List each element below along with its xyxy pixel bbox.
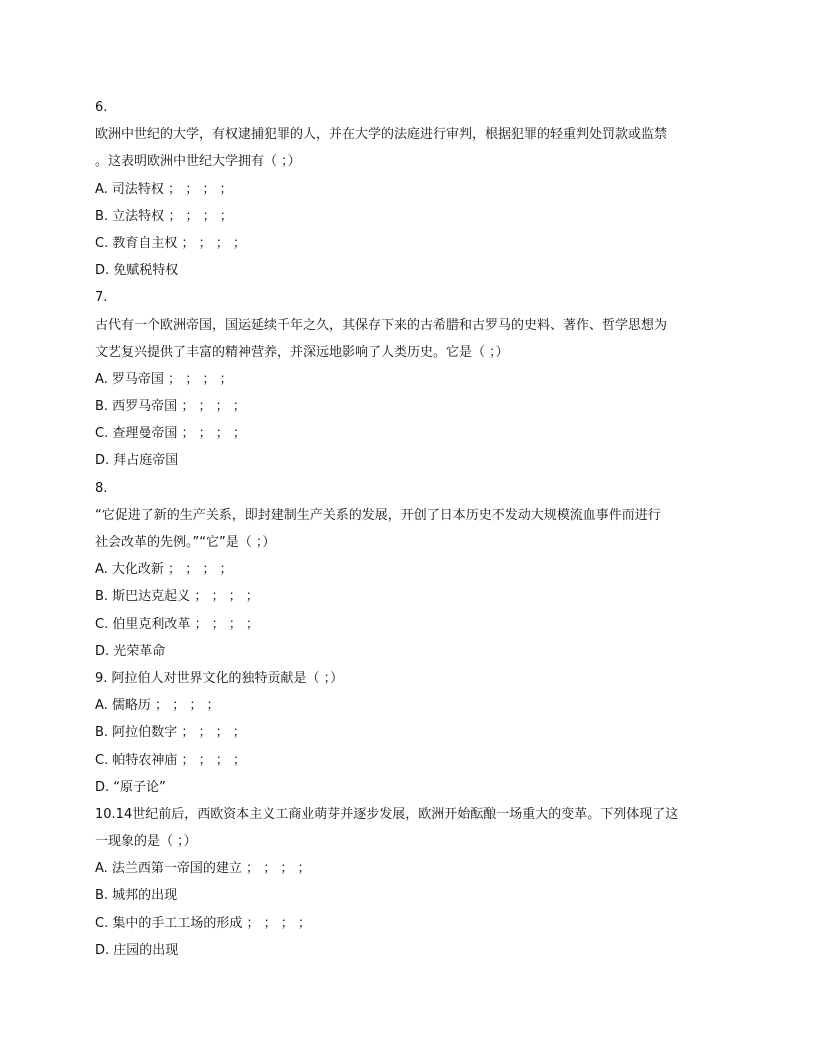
question-stem-line: 。这表明欧洲中世纪大学拥有（ ；） xyxy=(95,154,301,170)
option-c: C. 集中的手工工场的形成 ； ； ； ； xyxy=(95,915,311,931)
question-stem-line: 文艺复兴提供了丰富的精神营养，并深远地影响了人类历史。它是（ ；） xyxy=(95,344,509,360)
option-c: C. 查理曼帝国 ； ； ； ； xyxy=(95,426,246,442)
question-stem-line: 社会改革的先例。”“它”是（ ；） xyxy=(95,535,276,550)
question-9 xyxy=(95,665,726,801)
question-6 xyxy=(95,94,726,284)
option-d: D. “原子论” xyxy=(95,779,166,795)
option-b: B. 阿拉伯数字 ； ； ； ； xyxy=(95,725,246,741)
option-b: B. 城邦的出现 xyxy=(95,888,178,904)
question-stem-line: “它促进了新的生产关系，即封建制生产关系的发展，开创了日本历史不发动大规模流血事件而进行 xyxy=(95,507,661,523)
question-stem-line: 9. 阿拉伯人对世界文化的独特贡献是（ ；） xyxy=(95,670,344,686)
option-a: A. 大化改新 ； ； ； ； xyxy=(95,562,233,578)
option-d: D. 拜占庭帝国 xyxy=(95,453,179,469)
question-number: 6. xyxy=(95,100,108,115)
question-number: 7. xyxy=(95,290,108,306)
option-b: B. 西罗马帝国 ； ； ； ； xyxy=(95,399,246,415)
option-a: A. 儒略历 ； ； ； ； xyxy=(95,698,220,714)
option-b: B. 斯巴达克起义 ； ； ； ； xyxy=(95,589,259,605)
option-c: C. 教育自主权 ； ； ； ； xyxy=(95,235,246,251)
question-7 xyxy=(95,284,726,474)
option-a: A. 法兰西第一帝国的建立 ； ； ； ； xyxy=(95,861,311,877)
option-c: C. 帕特农神庙 ； ； ； ； xyxy=(95,752,246,768)
question-8 xyxy=(95,475,726,665)
option-c: C. 伯里克利改革 ； ； ； ； xyxy=(95,616,259,632)
option-d: D. 光荣革命 xyxy=(95,643,166,659)
question-10 xyxy=(95,801,726,964)
option-a: A. 司法特权 ； ； ； ； xyxy=(95,181,233,197)
question-stem-line: 欧洲中世纪的大学，有权逮捕犯罪的人，并在大学的法庭进行审判，根据犯罪的轻重判处罚款或监禁 xyxy=(95,127,668,143)
question-stem-line: 一现象的是（ ；） xyxy=(95,834,197,850)
option-a: A. 罗马帝国 ； ； ； ； xyxy=(95,371,233,387)
option-d: D. 庄园的出现 xyxy=(95,942,179,958)
question-stem-line: 10.14世纪前后，西欧资本主义工商业萌芽并逐步发展，欧洲开始酝酿一场重大的变革。下列体现了这 xyxy=(95,806,679,822)
question-stem-line: 古代有一个欧洲帝国，国运延续千年之久，其保存下来的古希腊和古罗马的史料、著作、哲学思想为 xyxy=(95,317,668,333)
question-number: 8. xyxy=(95,480,108,496)
option-d: D. 免赋税特权 xyxy=(95,263,179,279)
option-b: B. 立法特权 ； ； ； ； xyxy=(95,208,233,224)
